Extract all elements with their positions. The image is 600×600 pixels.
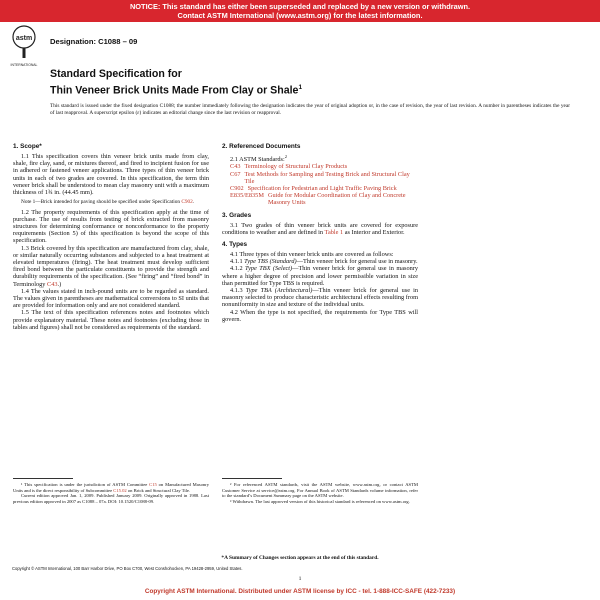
- issued-note: This standard is issued under the fixed designation C1088; the number immediately following the designation indicates the year of original adoption or, in the case of revision, the year of last revision. A number in parentheses indicates the year of last reapproval. A superscript epsilon (ε) indicates an editorial change since the last revision or reapproval.: [50, 103, 570, 116]
- para-4-1-1: 4.1.1 Type TBS (Standard)—Thin veneer brick for general use in masonry.: [230, 258, 418, 266]
- footnote-rule-left: [13, 478, 73, 479]
- title-line-2: Thin Veneer Brick Units Made From Clay or Shale$^1$: [50, 84, 303, 97]
- para-1-4: 1.4 The values stated in inch-pound units are to be regarded as standard. The values given in parentheses are mathematical conversions to SI units that are provided for information only and are not considered standard.: [13, 287, 209, 310]
- document-title: [50, 68, 570, 98]
- copyright-line: Copyright © ASTM International, 100 Barr Harbor Drive, PO Box C700, West Conshohocken, PA 19428-2959, United States.: [12, 566, 243, 571]
- note-1: Note 1—Brick intended for paving should be specified under Specification C902.: [21, 199, 195, 206]
- summary-note: *A Summary of Changes section appears at the end of this standard.: [221, 555, 379, 561]
- right-column: [222, 143, 418, 323]
- ref-item[interactable]: E835/E835M Guide for Modular Coordination of Clay and Concrete Masonry Units: [230, 192, 406, 207]
- link-c902[interactable]: C902: [181, 199, 193, 206]
- notice-line-1: NOTICE: This standard has either been superseded and replaced by a new version or withdrawn.: [129, 2, 471, 11]
- para-2-1: 2.1 ASTM Standards:$^2$: [230, 154, 288, 164]
- left-column: [13, 143, 209, 331]
- para-1-2: 1.2 The property requirements of this specification apply at the time of purchase. The use of results from testing of brick extracted from masonry structures for determining conformance or nonconformance to the property requirements (Section 5) of this specification is beyond the scope of this specification.: [13, 208, 209, 245]
- para-4-2: 4.2 When the type is not specified, the requirements for Type TBS will govern.: [222, 308, 418, 323]
- types-heading: 4. Types: [222, 240, 248, 248]
- footnote-3: ³ Withdrawn. The last approved version of this historical standard is referenced on www.astm.org.: [230, 498, 410, 504]
- astm-logo: [10, 24, 38, 70]
- grades-heading: 3. Grades: [222, 211, 252, 219]
- footnotes-left: [13, 482, 209, 504]
- page-number: 1: [298, 576, 302, 582]
- footnote-1: ¹ This specification is under the jurisdiction of ASTM Committee C15 on Manufactured Masonry Units and is the direct responsibility of Subcommittee C15.02 on Brick and Structural Clay Tile.: [13, 482, 209, 493]
- footnote-2: ² For referenced ASTM standards, visit the ASTM website, www.astm.org, or contact ASTM Customer Service at service@astm.org. For Annual Book of ASTM Standards volume information, refer to the standard’s Document Summary page on the ASTM website.: [222, 482, 418, 499]
- link-c43[interactable]: C43: [47, 280, 58, 288]
- para-1-1: 1.1 This specification covers thin veneer brick units made from clay, shale, fire clay, sand, or mixtures thereof, and fired to incipient fusion for use in adhered or fastened veneer applications. Three types of thin veneer brick units in each of two grades are covered. In this specification, the term thin veneer brick shall be understood to mean clay masonry unit with a maximum thickness of 1¾ in. (44.45 mm).: [13, 153, 209, 197]
- scope-heading: 1. Scope*: [13, 143, 42, 150]
- para-3-1: 3.1 Two grades of thin veneer brick units are covered for exposure conditions to weather and are defined in Table 1 as Interior and Exterior.: [222, 221, 418, 236]
- license-footer: Copyright ASTM International. Distributed under ASTM license by ICC - tel. 1-888-ICC-SAFE (422-7233): [144, 588, 456, 595]
- footnote-rule-right: [222, 478, 282, 479]
- notice-line-2: Contact ASTM International (www.astm.org) for the latest information.: [177, 11, 423, 20]
- para-4-1-2: 4.1.2 Type TBX (Select)—Thin veneer brick for general use in masonry where a higher degree of precision and lower permissible variation in size than permitted for Type TBS is required.: [222, 265, 419, 287]
- title-line-1: Standard Specification for: [50, 68, 182, 80]
- para-1-3: 1.3 Brick covered by this specification are manufactured from clay, shale, or similar naturally occurring substances and subjected to a heat treatment at elevated temperatures (firing). The heat treatment must develop sufficient fired bond between the particulate constituents to provide the strength and durability requirements of the specification. (See “firing” and “fired bond” in Terminology C43.): [13, 244, 209, 288]
- para-4-1-3: 4.1.3 Type TBA (Architectural)—Thin veneer brick for general use in masonry selected to produce characteristic architectural effects resulting from nonuniformity in size and texture of the individual units.: [222, 286, 419, 309]
- ref-item[interactable]: C67 Test Methods for Sampling and Testing Brick and Structural Clay Tile: [230, 170, 410, 185]
- svg-text:astm: astm: [15, 35, 33, 42]
- designation: Designation: C1088 – 09: [50, 37, 138, 46]
- ref-item[interactable]: C43 Terminology of Structural Clay Products: [230, 163, 348, 171]
- link-c15[interactable]: C15: [149, 482, 157, 487]
- para-1-5: 1.5 The text of this specification references notes and footnotes which provide explanatory material. These notes and footnotes (excluding those in tables and figures) shall not be considered as requirements of the standard.: [13, 309, 209, 331]
- referenced-documents-heading: 2. Referenced Documents: [222, 143, 301, 150]
- para-4-1: 4.1 Three types of thin veneer brick units are covered as follows:: [230, 250, 394, 258]
- svg-text:INTERNATIONAL: INTERNATIONAL: [10, 63, 38, 67]
- link-c15-02[interactable]: C15.02: [113, 487, 127, 493]
- link-table-1[interactable]: Table 1: [324, 228, 344, 236]
- footnote-1-edition: Current edition approved Jan. 1, 2009. Published January 2009. Originally approved in 1988. Last previous edition approved in 2007 as C1088 – 07a. DOI: 10.1520/C1088-09.: [13, 493, 209, 504]
- footnotes-right: [222, 482, 418, 504]
- ref-item[interactable]: C902 Specification for Pedestrian and Light Traffic Paving Brick: [230, 184, 397, 192]
- notice-banner: [0, 0, 600, 22]
